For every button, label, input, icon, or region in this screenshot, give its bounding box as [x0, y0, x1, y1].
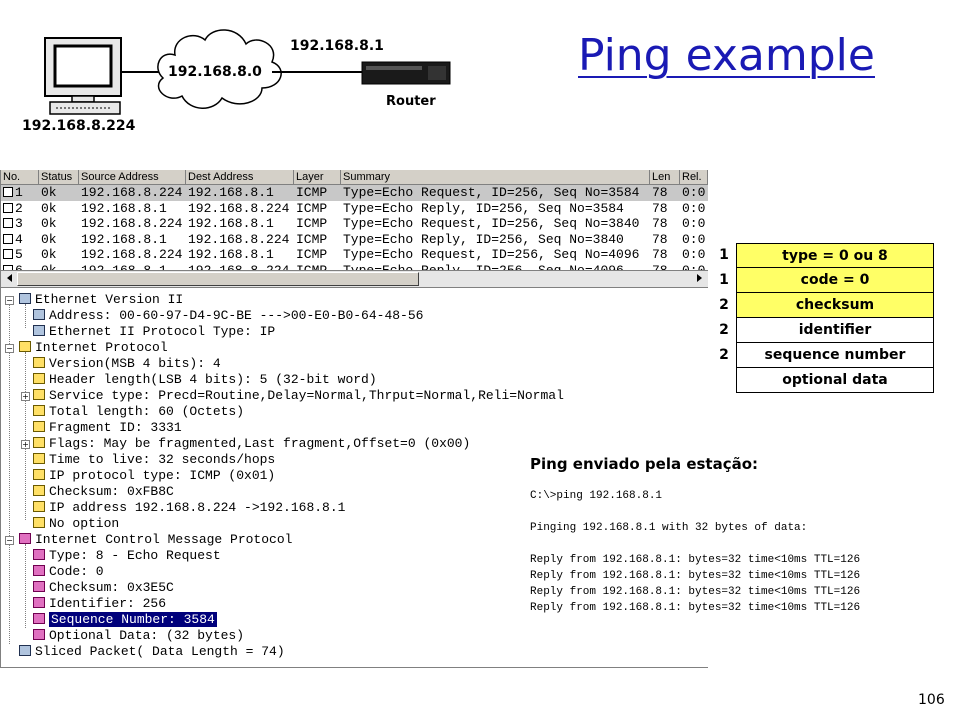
- packet-cell-src: 192.168.8.1: [81, 231, 167, 247]
- col-header-no[interactable]: No.: [1, 170, 39, 184]
- page-title: Ping example: [578, 30, 875, 81]
- packet-cell-status: 0k: [41, 216, 57, 231]
- icmp-field-size: [712, 368, 736, 393]
- tree-icmp-checksum[interactable]: [33, 580, 174, 596]
- field-icon: [33, 501, 45, 512]
- collapse-icon[interactable]: −: [6, 296, 13, 305]
- packet-cell-layer: ICMP: [296, 216, 328, 231]
- tree-label: Total length: 60 (Octets): [49, 404, 245, 419]
- tree-ip-frag-id[interactable]: [33, 420, 182, 436]
- protocol-icon: [19, 533, 31, 544]
- network-diagram: [0, 0, 560, 150]
- packet-number: 5: [15, 247, 23, 262]
- icmp-field-row: [712, 243, 934, 268]
- tree-label: Service type: Precd=Routine,Delay=Normal,Thrput=Normal,Reli=Normal: [49, 388, 564, 403]
- console-line: Reply from 192.168.8.1: bytes=32 time<10ms TTL=126: [530, 586, 861, 598]
- scrollbar-thumb[interactable]: [17, 272, 419, 286]
- host-ip-label: 192.168.8.224: [22, 118, 136, 134]
- tree-eth-address[interactable]: [33, 308, 423, 324]
- expand-icon[interactable]: +: [22, 392, 29, 401]
- field-icon: [33, 453, 45, 464]
- packet-list: [1, 170, 708, 282]
- field-icon: [33, 357, 45, 368]
- icmp-field-row: [712, 343, 934, 368]
- row-checkbox[interactable]: [3, 249, 13, 259]
- packet-cell-rel: 0:0: [682, 247, 706, 262]
- console-line: Reply from 192.168.8.1: bytes=32 time<10ms TTL=126: [530, 570, 861, 582]
- tree-ip-total[interactable]: [33, 404, 244, 420]
- col-header-summary[interactable]: Summary: [341, 170, 650, 184]
- icmp-field-name: type = 0 ou 8: [736, 243, 934, 268]
- packet-cell-summary: Type=Echo Reply, ID=256, Seq No=3584: [343, 200, 624, 216]
- packet-cell-no: [1, 201, 39, 217]
- console-line: Reply from 192.168.8.1: bytes=32 time<10ms TTL=126: [530, 602, 861, 614]
- packet-rows: [1, 185, 708, 278]
- field-icon: [33, 437, 45, 448]
- packet-cell-layer: ICMP: [296, 200, 328, 216]
- computer-icon: [33, 309, 45, 320]
- scroll-right-icon[interactable]: [692, 271, 706, 285]
- packet-cell-len: 78: [652, 185, 668, 200]
- packet-cell-layer: ICMP: [296, 185, 328, 200]
- icmp-field-row: [712, 268, 934, 293]
- computer-icon: [19, 645, 31, 656]
- packet-cell-status: 0k: [41, 200, 57, 216]
- tree-label: Sliced Packet( Data Length = 74): [35, 644, 285, 659]
- tree-eth-type[interactable]: [33, 324, 275, 340]
- packet-cell-status: 0k: [41, 185, 57, 200]
- row-checkbox[interactable]: [3, 203, 13, 213]
- icmp-field-name: code = 0: [736, 268, 934, 293]
- packet-cell-summary: Type=Echo Reply, ID=256, Seq No=3840: [343, 231, 624, 247]
- row-checkbox[interactable]: [3, 234, 13, 244]
- packet-cell-summary: Type=Echo Request, ID=256, Seq No=3584: [343, 185, 640, 200]
- field-icon: [33, 549, 45, 560]
- tree-label: Optional Data: (32 bytes): [49, 628, 245, 643]
- packet-cell-rel: 0:0: [682, 200, 706, 216]
- col-header-len[interactable]: Len: [650, 170, 680, 184]
- col-header-rel[interactable]: Rel.: [680, 170, 708, 184]
- packet-number: 4: [15, 231, 23, 247]
- icmp-field-size: 1: [719, 272, 729, 288]
- icmp-field-name: sequence number: [736, 343, 934, 368]
- console-line: Reply from 192.168.8.1: bytes=32 time<10ms TTL=126: [530, 554, 861, 566]
- computer-icon: [45, 38, 121, 114]
- tree-sliced[interactable]: [1, 644, 285, 660]
- checkmark-icon: [33, 613, 45, 624]
- tree-ip-address[interactable]: [33, 500, 345, 516]
- tree-ip-flags[interactable]: [17, 436, 470, 452]
- tree-label: IP address 192.168.8.224 ->192.168.8.1: [49, 500, 346, 515]
- packet-cell-src: 192.168.8.224: [81, 185, 183, 200]
- packet-cell-no: [1, 185, 39, 201]
- tree-label: Identifier: 256: [49, 596, 167, 611]
- tree-icmp-seq[interactable]: [33, 612, 217, 628]
- packet-cell-summary: Type=Echo Request, ID=256, Seq No=4096: [343, 247, 640, 262]
- packet-cell-len: 78: [652, 200, 668, 216]
- packet-cell-src: 192.168.8.1: [81, 200, 167, 216]
- packet-cell-summary: Type=Echo Request, ID=256, Seq No=3840: [343, 216, 640, 231]
- tree-label: No option: [49, 516, 120, 531]
- tree-label: Internet Control Message Protocol: [35, 532, 293, 547]
- tree-label: Ethernet II Protocol Type: IP: [49, 324, 276, 339]
- tree-label: Ethernet Version II: [35, 292, 184, 307]
- router-label: Router: [386, 94, 436, 109]
- console-line: Pinging 192.168.8.1 with 32 bytes of data:: [530, 522, 808, 534]
- tree-label: Fragment ID: 3331: [49, 420, 182, 435]
- field-icon: [33, 629, 45, 640]
- computer-icon: [19, 293, 31, 304]
- tree-icmp-code[interactable]: [33, 564, 104, 580]
- field-icon: [33, 597, 45, 608]
- packet-row[interactable]: [1, 185, 708, 201]
- page-number: 106: [918, 692, 945, 708]
- packet-cell-src: 192.168.8.224: [81, 216, 183, 231]
- col-header-status[interactable]: Status: [39, 170, 79, 184]
- tree-icmp-identifier[interactable]: [33, 596, 166, 612]
- packet-row[interactable]: [1, 201, 708, 217]
- tree-label: Checksum: 0xFB8C: [49, 484, 174, 499]
- packet-list-scrollbar[interactable]: [1, 270, 708, 288]
- packet-number: 1: [15, 185, 23, 200]
- tree-label: Version(MSB 4 bits): 4: [49, 356, 221, 371]
- row-checkbox[interactable]: [3, 187, 13, 197]
- collapse-icon[interactable]: −: [6, 344, 13, 353]
- tree-label: Code: 0: [49, 564, 104, 579]
- console-line: [530, 536, 860, 552]
- packet-list-header: [1, 170, 708, 185]
- icmp-field-size: 2: [719, 347, 729, 363]
- icmp-field-name: identifier: [736, 318, 934, 343]
- tree-ip[interactable]: [1, 340, 168, 356]
- field-icon: [33, 469, 45, 480]
- computer-icon: [33, 325, 45, 336]
- tree-label: Checksum: 0x3E5C: [49, 580, 174, 595]
- col-header-layer[interactable]: Layer: [294, 170, 341, 184]
- tree-ip-service[interactable]: [17, 388, 564, 404]
- tree-label: Type: 8 - Echo Request: [49, 548, 221, 563]
- network-label: 192.168.8.0: [168, 64, 262, 80]
- icmp-field-size: 1: [719, 247, 729, 263]
- packet-cell-len: 78: [652, 216, 668, 231]
- packet-row[interactable]: [1, 247, 708, 263]
- protocol-icon: [19, 341, 31, 352]
- tree-ip-version[interactable]: [33, 356, 221, 372]
- packet-cell-dst: 192.168.8.1: [188, 185, 274, 200]
- tree-icmp-optional[interactable]: [33, 628, 244, 644]
- packet-cell-src: 192.168.8.224: [81, 247, 183, 262]
- console-line: C:\>ping 192.168.8.1: [530, 490, 663, 502]
- tree-ip-ttl[interactable]: [33, 452, 275, 468]
- tree-ip-option[interactable]: [33, 516, 119, 532]
- packet-cell-no: [1, 232, 39, 248]
- expand-icon[interactable]: +: [22, 440, 29, 449]
- tree-label: Internet Protocol: [35, 340, 168, 355]
- tree-label: Time to live: 32 seconds/hops: [49, 452, 276, 467]
- packet-number: 2: [15, 200, 23, 216]
- icmp-header-table: [712, 243, 934, 393]
- scroll-left-icon[interactable]: [3, 271, 17, 285]
- packet-cell-no: [1, 247, 39, 263]
- packet-cell-no: [1, 216, 39, 232]
- icmp-field-name: checksum: [736, 293, 934, 318]
- tree-label: Address: 00-60-97-D4-9C-BE --->00-E0-B0-64-48-56: [49, 308, 424, 323]
- tree-ip-checksum[interactable]: [33, 484, 174, 500]
- tree-icmp[interactable]: [1, 532, 292, 548]
- field-icon: [33, 405, 45, 416]
- tree-ip-proto[interactable]: [33, 468, 275, 484]
- field-icon: [33, 565, 45, 576]
- tree-ethernet[interactable]: [1, 292, 183, 308]
- icmp-field-name: optional data: [736, 368, 934, 393]
- packet-row[interactable]: [1, 232, 708, 248]
- packet-cell-layer: ICMP: [296, 247, 328, 262]
- packet-cell-layer: ICMP: [296, 231, 328, 247]
- console-title: Ping enviado pela estação:: [530, 455, 759, 473]
- tree-icmp-type[interactable]: [33, 548, 221, 564]
- field-icon: [33, 373, 45, 384]
- packet-cell-dst: 192.168.8.1: [188, 216, 274, 231]
- console-line: [530, 504, 860, 520]
- packet-cell-status: 0k: [41, 247, 57, 262]
- collapse-icon[interactable]: −: [6, 536, 13, 545]
- packet-number: 3: [15, 216, 23, 231]
- icmp-field-row: [712, 318, 934, 343]
- field-icon: [33, 485, 45, 496]
- router-ip-label: 192.168.8.1: [290, 38, 384, 54]
- field-icon: [33, 421, 45, 432]
- icmp-field-row: [712, 293, 934, 318]
- console-output: [530, 488, 860, 616]
- row-checkbox[interactable]: [3, 218, 13, 228]
- router-icon: [362, 62, 450, 84]
- packet-cell-dst: 192.168.8.1: [188, 247, 274, 262]
- packet-row[interactable]: [1, 216, 708, 232]
- packet-cell-len: 78: [652, 247, 668, 262]
- tree-label: Header length(LSB 4 bits): 5 (32-bit word): [49, 372, 377, 387]
- packet-cell-rel: 0:0: [682, 185, 706, 200]
- packet-cell-status: 0k: [41, 231, 57, 247]
- tree-label: IP protocol type: ICMP (0x01): [49, 468, 276, 483]
- tree-label: Flags: May be fragmented,Last fragment,Offset=0 (0x00): [49, 436, 471, 451]
- tree-label-selected: Sequence Number: 3584: [51, 612, 215, 627]
- icmp-field-size: 2: [719, 322, 729, 338]
- field-icon: [33, 581, 45, 592]
- packet-cell-dst: 192.168.8.224: [188, 200, 290, 216]
- icmp-field-size: 2: [719, 297, 729, 313]
- tree-ip-hlen[interactable]: [33, 372, 377, 388]
- col-header-dest[interactable]: Dest Address: [186, 170, 294, 184]
- field-icon: [33, 389, 45, 400]
- packet-cell-dst: 192.168.8.224: [188, 231, 290, 247]
- icmp-field-row: [712, 368, 934, 393]
- packet-cell-len: 78: [652, 231, 668, 247]
- field-icon: [33, 517, 45, 528]
- packet-cell-rel: 0:0: [682, 231, 706, 247]
- packet-cell-rel: 0:0: [682, 216, 706, 231]
- col-header-source[interactable]: Source Address: [79, 170, 186, 184]
